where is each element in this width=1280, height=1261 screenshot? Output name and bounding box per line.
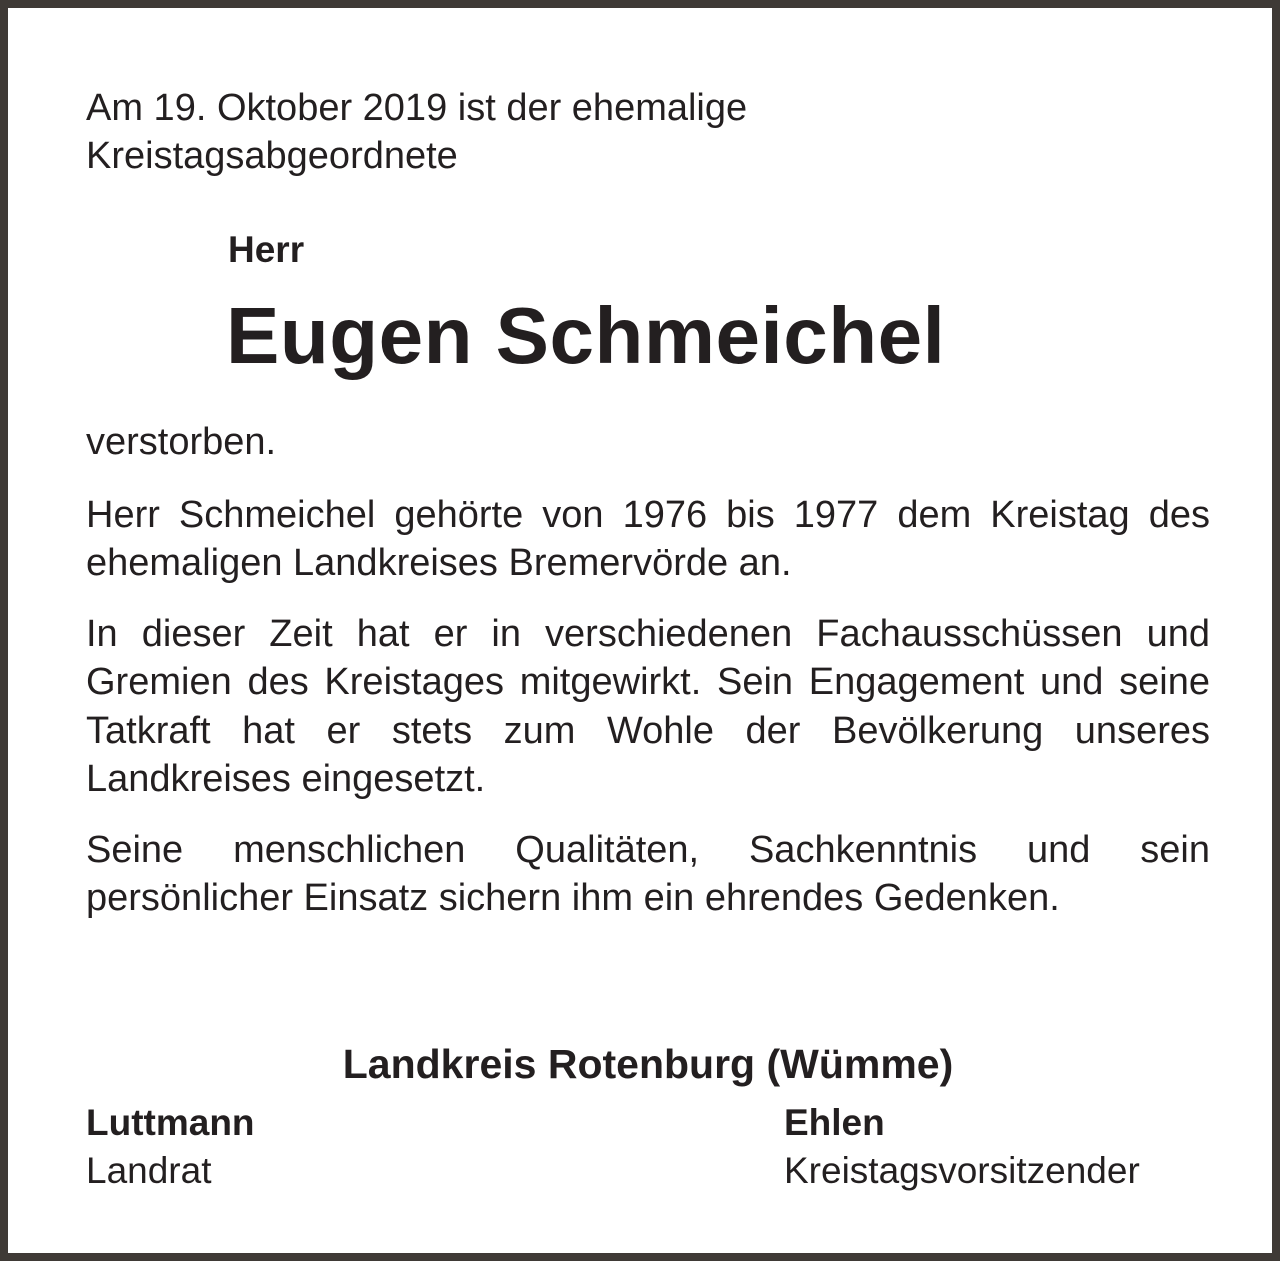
deceased-name: Eugen Schmeichel: [226, 291, 946, 380]
signatory-right: [784, 1099, 1140, 1195]
intro-line-1: Am 19. Oktober 2019 ist der ehemalige: [86, 87, 748, 129]
paragraph-1: Herr Schmeichel gehörte von 1976 bis 1977 dem Kreistag des ehemaligen Landkreises Bremervörde an.: [86, 493, 1210, 584]
intro-text: [86, 84, 1206, 180]
paragraph-2: In dieser Zeit hat er in verschiedenen Fachausschüssen und Gremien des Kreistages mitgewirkt. Sein Engagement und seine Tatkraft hat er stets zum Wohle der Bevölkerung unseres Landkreises eingesetzt.: [86, 612, 1210, 800]
signatory-name: Ehlen: [784, 1102, 885, 1143]
signatory-title: Landrat: [86, 1150, 212, 1191]
body-text: [86, 418, 1210, 945]
signatory-name: Luttmann: [86, 1102, 255, 1143]
salutation: Herr: [228, 229, 305, 270]
paragraph-3: Seine menschlichen Qualitäten, Sachkenntnis und sein persönlicher Einsatz sichern ihm ein ehrendes Gedenken.: [86, 828, 1210, 919]
signatory-title: Kreistagsvorsitzender: [784, 1150, 1140, 1191]
intro-line-2: Kreistagsabgeordnete: [86, 135, 458, 177]
organization-name: Landkreis Rotenburg (Wümme): [342, 1041, 954, 1087]
signatory-left: [86, 1099, 255, 1195]
deceased-word: verstorben.: [86, 421, 277, 463]
